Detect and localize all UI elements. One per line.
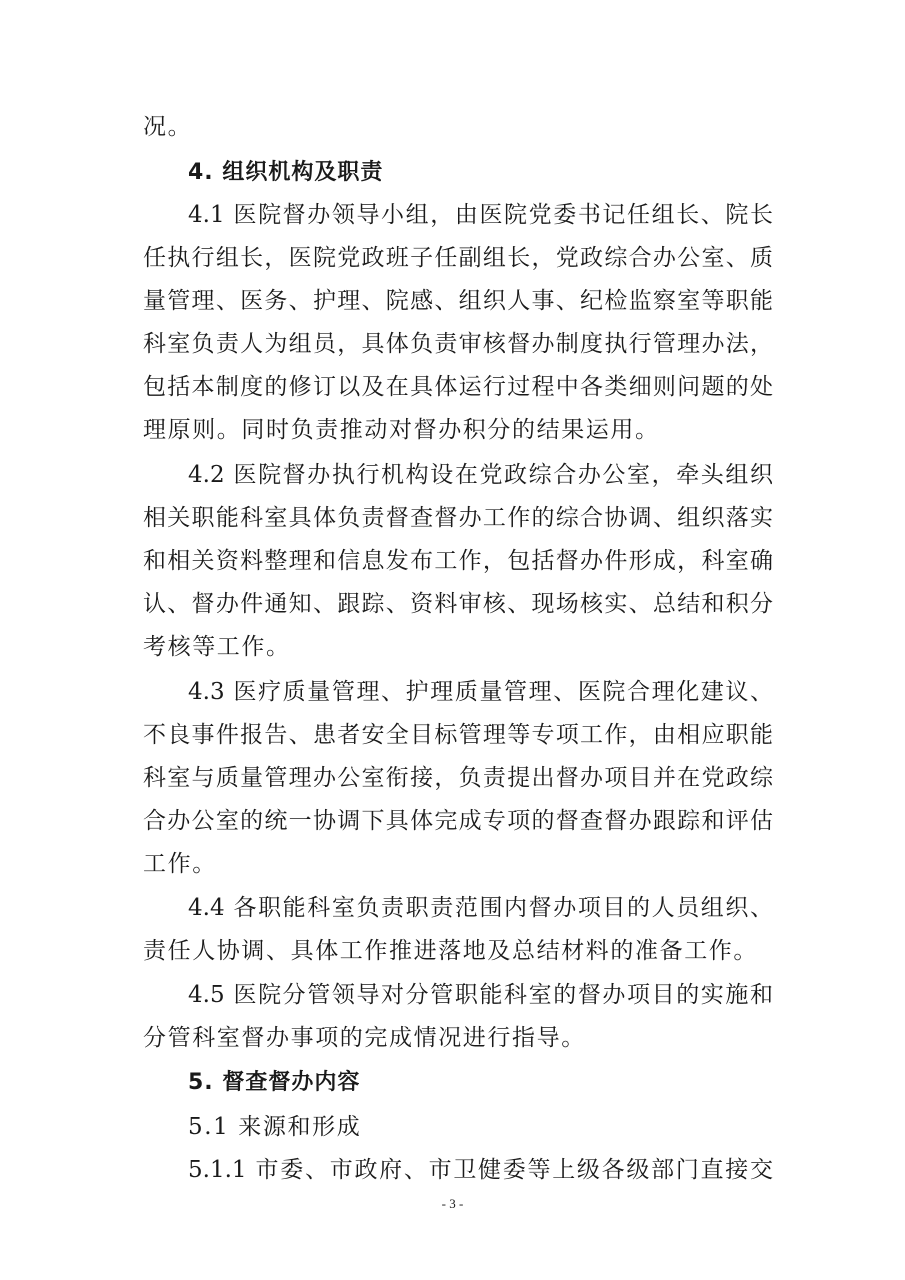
- text-line: 4.4 各职能科室负责职责范围内督办项目的人员组织、: [188, 895, 773, 921]
- text-line: 责任人协调、具体工作推进落地及总结材料的准备工作。: [143, 938, 758, 964]
- section-heading-4: 4. 组织机构及职责: [188, 160, 384, 185]
- text-line: 4.1 医院督办领导小组，由医院党委书记任组长、院长: [188, 202, 773, 228]
- text-line: 理原则。同时负责推动对督办积分的结果运用。: [143, 417, 660, 443]
- text-line: 4.2 医院督办执行机构设在党政综合办公室，牵头组织: [188, 462, 773, 488]
- text-line: 和相关资料整理和信息发布工作，包括督办件形成，科室确: [143, 548, 773, 574]
- text-line: 科室与质量管理办公室衔接，负责提出督办项目并在党政综: [143, 765, 773, 791]
- text-line: 工作。: [143, 851, 217, 877]
- text-line: 认、督办件通知、跟踪、资料审核、现场核实、总结和积分: [143, 591, 773, 617]
- subsection-heading: 5.1 来源和形成: [188, 1114, 362, 1140]
- text-line: 考核等工作。: [143, 634, 291, 660]
- text-line: 科室负责人为组员，具体负责审核督办制度执行管理办法，: [143, 331, 773, 357]
- page-number: - 3 -: [441, 1196, 464, 1211]
- text-line: 量管理、医务、护理、院感、组织人事、纪检监察室等职能: [143, 288, 773, 314]
- text-line: 4.3 医疗质量管理、护理质量管理、医院合理化建议、: [188, 679, 773, 705]
- text-line: 4.5 医院分管领导对分管职能科室的督办项目的实施和: [188, 982, 773, 1008]
- section-heading-5: 5. 督查督办内容: [188, 1070, 361, 1095]
- text-line: 包括本制度的修订以及在具体运行过程中各类细则问题的处: [143, 374, 773, 400]
- text-line: 合办公室的统一协调下具体完成专项的督查督办跟踪和评估: [143, 808, 773, 834]
- text-line: 任执行组长，医院党政班子任副组长，党政综合办公室、质: [143, 245, 773, 271]
- text-line: 分管科室督办事项的完成情况进行指导。: [143, 1025, 586, 1051]
- text-line: 不良事件报告、患者安全目标管理等专项工作，由相应职能: [143, 722, 773, 748]
- text-line: 况。: [143, 114, 193, 140]
- text-line: 5.1.1 市委、市政府、市卫健委等上级各级部门直接交: [188, 1157, 773, 1183]
- text-line: 相关职能科室具体负责督查督办工作的综合协调、组织落实: [143, 505, 773, 531]
